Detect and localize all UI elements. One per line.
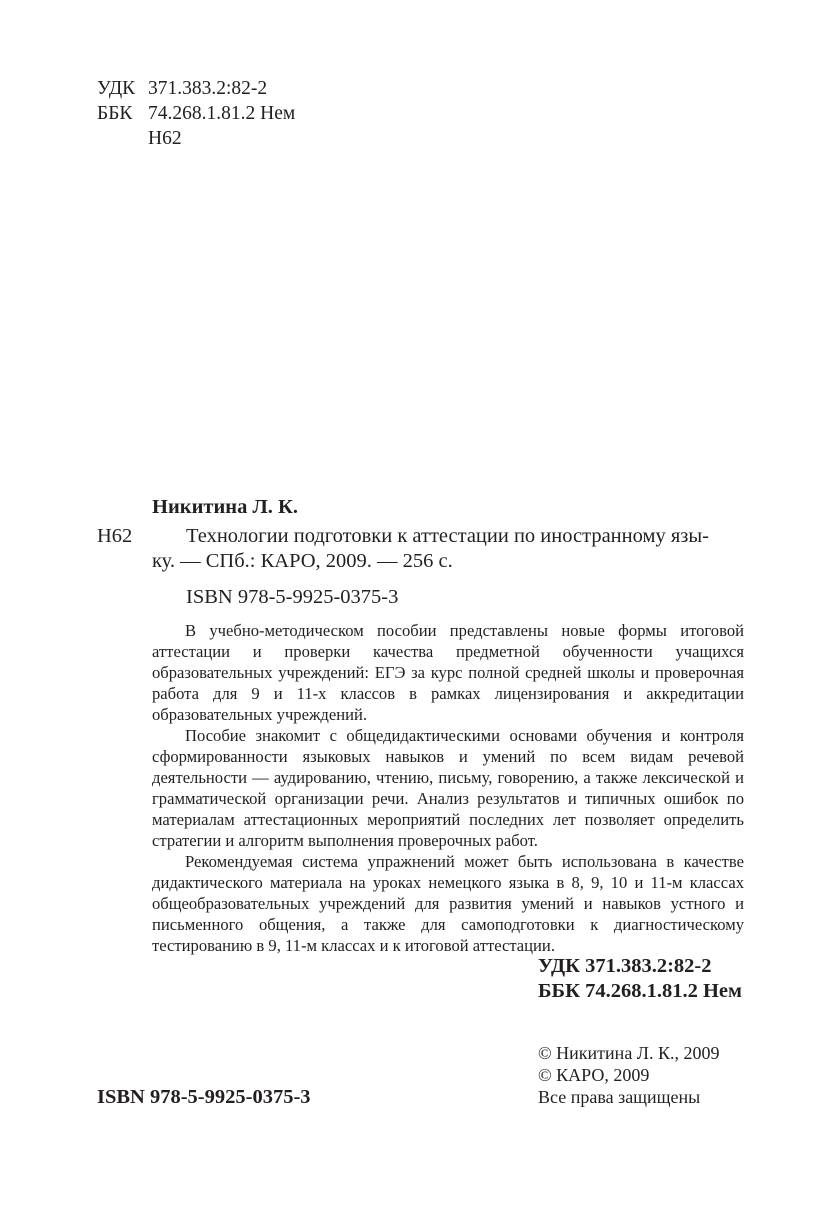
bbk-value: 74.268.1.81.2 Нем [148,103,296,124]
annotation-paragraph: Пособие знакомит с общедидактическими основами обучения и контроля сформированности языковых навыков и умений по всем видам речевой деятельности — аудированию, чтению, письму, говорению, а также лексической и грамматической организации речи. Анализ результатов и типичных ошибок по материалам аттестационных мероприятий последних лет позволяет определить стратегии и алгоритм выполнения проверочных работ. [152,726,744,850]
copyright-publisher: © КАРО, 2009 [538,1065,650,1085]
title-line-1: Технологии подготовки к аттестации по иностранному язы- [186,525,709,547]
classification-bbk: ББК 74.268.1.81.2 Нем [538,980,742,1002]
annotation-paragraph: Рекомендуемая система упражнений может быть использована в качестве дидактического материала на уроках немецкого языка в 8, 9, 10 и 11-м классах общеобразовательных учреждений для развития умений и навыков устного и письменного общения, а также для самоподготовки к диагностическому тестированию в 9, 11-м классах и к итоговой аттестации. [152,852,744,955]
udk-label: УДК [97,78,136,99]
bbk-label: ББК [97,103,133,124]
copyright-author: © Никитина Л. К., 2009 [538,1043,720,1063]
record-isbn: ISBN 978-5-9925-0375-3 [186,586,399,608]
udk-value: 371.383.2:82-2 [148,78,268,99]
record-mark: Н62 [97,525,133,547]
title-line-2: ку. — СПб.: КАРО, 2009. — 256 с. [152,550,453,572]
annotation [152,620,744,956]
footer-isbn: ISBN 978-5-9925-0375-3 [97,1086,311,1108]
classification-udk: УДК 371.383.2:82-2 [538,955,712,977]
author-mark: Н62 [148,128,182,149]
rights-notice: Все права защищены [538,1087,701,1107]
author-name: Никитина Л. К. [152,496,298,518]
annotation-paragraph: В учебно-методическом пособии представлены новые формы итоговой аттестации и проверки качества предметной обученности учащихся образовательных учреждений: ЕГЭ за курс полной средней школы и проверочная работа для 9 и 11-х классов в рамках лицензирования и аккредитации образовательных учреждений. [152,621,744,724]
